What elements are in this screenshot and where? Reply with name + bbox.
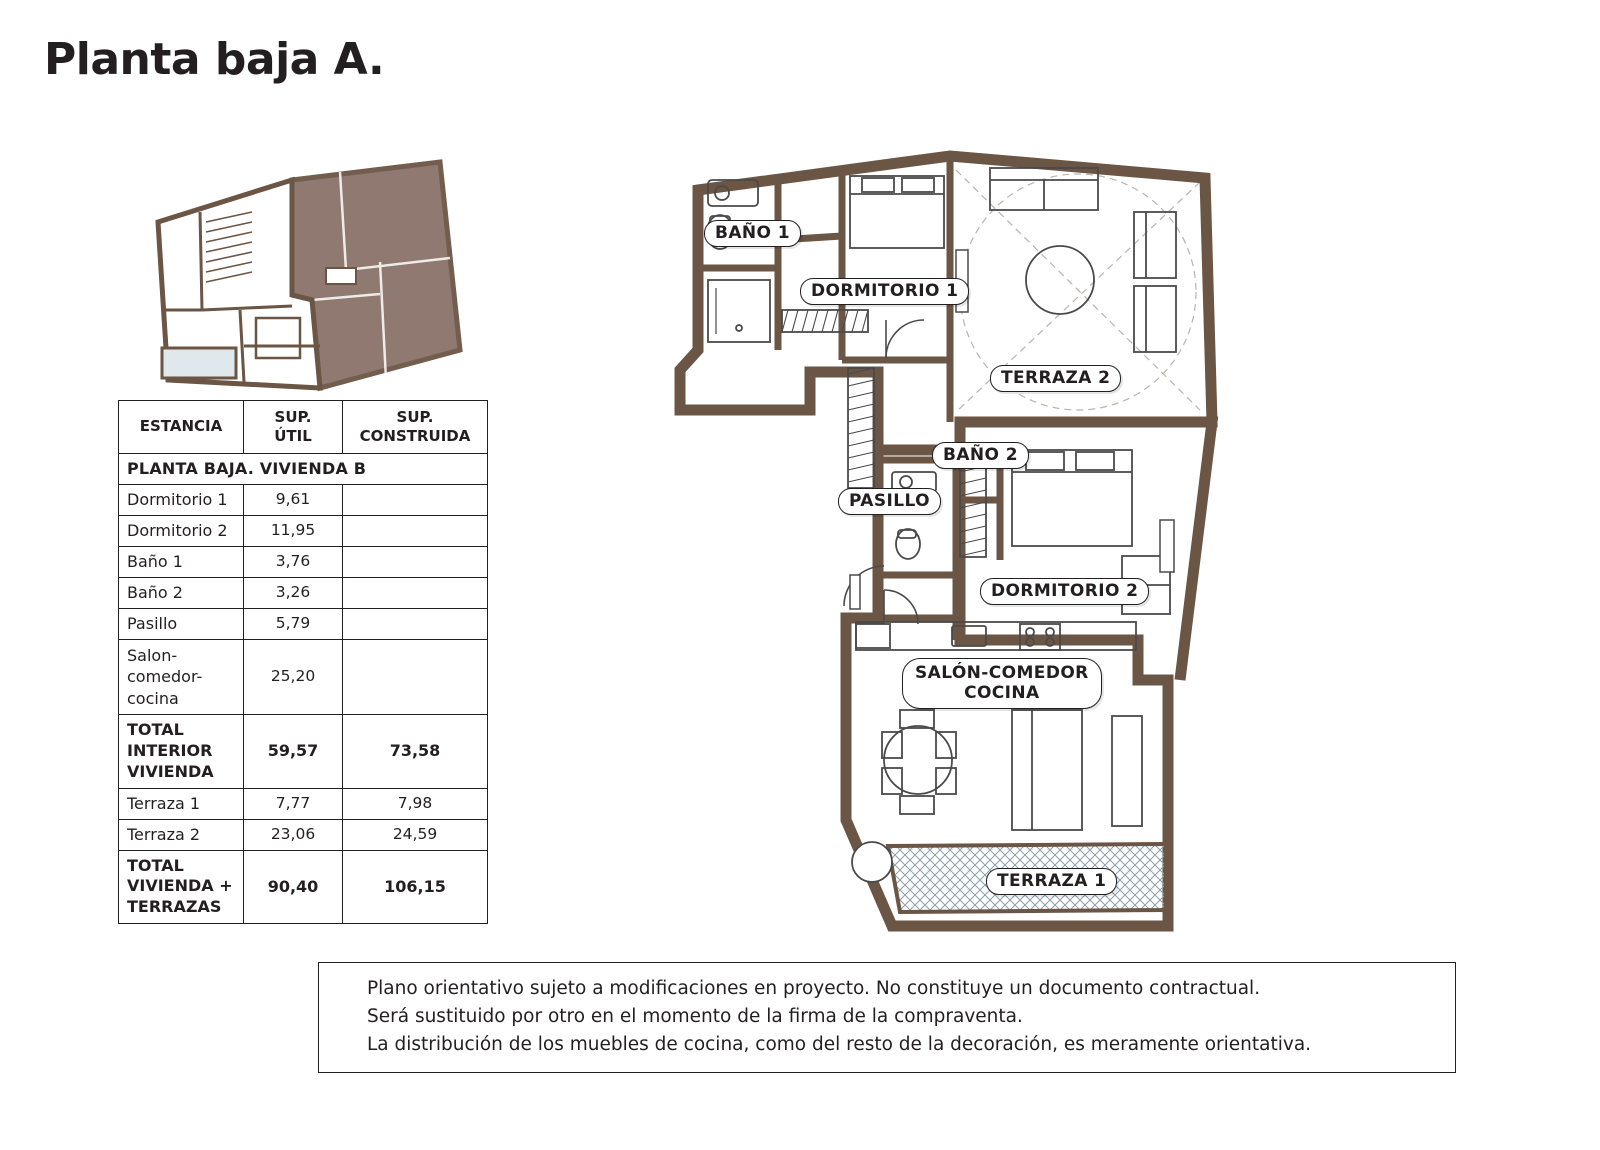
row-util: 9,61: [244, 484, 343, 515]
row-construida: [343, 484, 488, 515]
row-name: Baño 2: [119, 577, 244, 608]
row-construida: [343, 577, 488, 608]
row-construida: 106,15: [343, 850, 488, 923]
row-util: 7,77: [244, 788, 343, 819]
row-util: 5,79: [244, 608, 343, 639]
row-construida: [343, 608, 488, 639]
table-section-row: [119, 453, 488, 484]
row-name: Terraza 2: [119, 819, 244, 850]
disclaimer-line-3: La distribución de los muebles de cocina, como del resto de la decoración, es meramente orientativa.: [367, 1033, 1312, 1055]
row-name: TOTAL VIVIENDA + TERRAZAS: [119, 850, 244, 923]
key-plan-outline: [140, 150, 460, 388]
header-sup-construida: SUP. CONSTRUIDA: [343, 401, 488, 454]
row-name: Dormitorio 1: [119, 484, 244, 515]
row-util: 59,57: [244, 715, 343, 788]
section-label: PLANTA BAJA. VIVIENDA B: [119, 453, 488, 484]
table-row: [119, 788, 488, 819]
row-construida: 24,59: [343, 819, 488, 850]
areas-table: [118, 400, 488, 924]
label-pasillo: PASILLO: [838, 488, 941, 515]
row-construida: [343, 639, 488, 715]
table-row: [119, 639, 488, 715]
pasillo-wardrobe: [848, 368, 874, 488]
table-row: [119, 577, 488, 608]
label-dormitorio-2: DORMITORIO 2: [980, 578, 1149, 605]
disclaimer-line-1: Plano orientativo sujeto a modificaciones en proyecto. No constituye un documento contractual.: [367, 978, 1261, 999]
row-name: TOTAL INTERIOR VIVIENDA: [119, 715, 244, 788]
disclaimer-box: [318, 962, 1456, 1073]
row-util: 11,95: [244, 515, 343, 546]
row-util: 25,20: [244, 639, 343, 715]
label-bano-2: BAÑO 2: [932, 442, 1029, 469]
key-plan-locator: [140, 150, 470, 400]
label-bano-1: BAÑO 1: [704, 220, 801, 247]
table-row-total-vivienda-terrazas: [119, 850, 488, 923]
row-construida: [343, 515, 488, 546]
header-sup-util: SUP. ÚTIL: [244, 401, 343, 454]
row-construida: 7,98: [343, 788, 488, 819]
label-salon-comedor-cocina: SALÓN-COMEDOR COCINA: [902, 658, 1102, 709]
table-row: [119, 608, 488, 639]
row-name: Salon-comedor-cocina: [119, 639, 244, 715]
row-name: Terraza 1: [119, 788, 244, 819]
row-construida: [343, 546, 488, 577]
page-title: Planta baja A.: [44, 34, 385, 85]
row-construida: 73,58: [343, 715, 488, 788]
salon-furniture: [882, 710, 1142, 830]
table-row: [119, 515, 488, 546]
disclaimer-line-2: Será sustituido por otro en el momento de la firma de la compraventa.: [367, 1005, 1023, 1027]
label-terraza-2: TERRAZA 2: [990, 365, 1121, 392]
dormitorio-1-furniture: [782, 176, 944, 332]
table-row: [119, 819, 488, 850]
bano-1-fixtures: [707, 180, 770, 342]
row-util: 3,26: [244, 577, 343, 608]
table-row: [119, 484, 488, 515]
row-name: Pasillo: [119, 608, 244, 639]
table-row-total-interior: [119, 715, 488, 788]
row-util: 3,76: [244, 546, 343, 577]
label-terraza-1: TERRAZA 1: [986, 868, 1117, 895]
table-header-row: [119, 401, 488, 454]
label-dormitorio-1: DORMITORIO 1: [800, 278, 969, 305]
header-estancia: ESTANCIA: [119, 401, 244, 454]
row-util: 90,40: [244, 850, 343, 923]
door-swing-dormitorio-1: [886, 320, 924, 358]
row-util: 23,06: [244, 819, 343, 850]
floor-plan-drawing: [660, 120, 1260, 940]
row-name: Dormitorio 2: [119, 515, 244, 546]
row-name: Baño 1: [119, 546, 244, 577]
table-row: [119, 546, 488, 577]
